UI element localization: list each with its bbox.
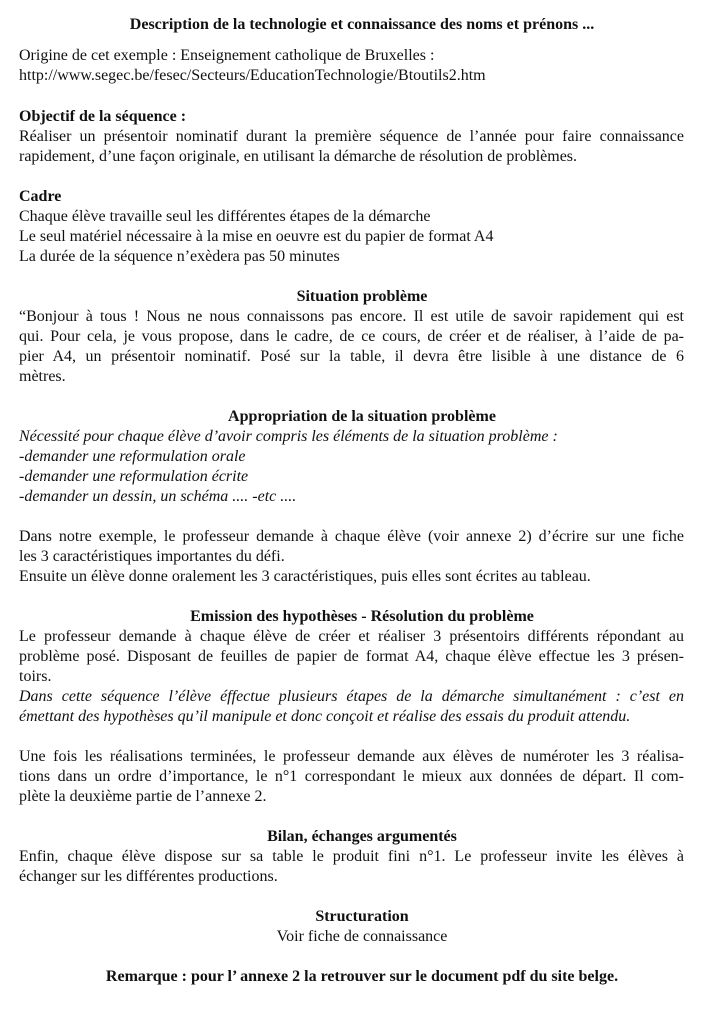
remarque-note: Remarque : pour l’ annexe 2 la retrouver sur le document pdf du site belge. (105, 968, 619, 985)
objectif-line: rapidement, d’une façon originale, en utilisant la démarche de résolution de problèmes. (19, 148, 578, 165)
emission-line: problème posé. Disposant de feuilles de papier de format A4, chaque élève effectue les 3 présen- (19, 648, 684, 665)
situation-heading: Situation problème (296, 288, 428, 305)
appropriation-heading: Appropriation de la situation problème (228, 408, 496, 425)
structuration-heading: Structuration (315, 908, 409, 925)
emission-line: tions dans un ordre d’importance, le n°1 correspondant le mieux aux données de départ. Il com- (19, 768, 684, 785)
document-title: Description de la technologie et connaissance des noms et prénons ... (129, 16, 595, 33)
situation-line: “Bonjour à tous ! Nous ne nous connaissons pas encore. Il est utile de savoir rapidement qui est (19, 308, 684, 325)
cadre-line: Le seul matériel nécessaire à la mise en oeuvre est du papier de format A4 (19, 228, 494, 245)
cadre-line: Chaque élève travaille seul les différentes étapes de la démarche (19, 208, 431, 225)
bilan-heading: Bilan, échanges argumentés (267, 828, 457, 845)
cadre-heading: Cadre (19, 188, 62, 205)
appropriation-italic-line: -demander un dessin, un schéma .... -etc .... (19, 488, 297, 505)
emission-line: toirs. (19, 668, 52, 685)
cadre-line: La durée de la séquence n’exèdera pas 50 minutes (19, 248, 340, 265)
emission-heading: Emission des hypothèses - Résolution du problème (190, 608, 534, 625)
structuration-line: Voir fiche de connaissance (276, 928, 448, 945)
situation-line: mètres. (19, 368, 66, 385)
appropriation-line: Ensuite un élève donne oralement les 3 caractéristiques, puis elles sont écrites au tableau. (19, 568, 591, 585)
bilan-line: échanger sur les différentes productions. (19, 868, 278, 885)
situation-line: pier A4, un présentoir nominatif. Posé sur la table, il devra être lisible à une distance de 6 (19, 348, 684, 365)
appropriation-line: les 3 caractéristiques importantes du défi. (19, 548, 285, 565)
appropriation-italic-line: Nécessité pour chaque élève d’avoir compris les éléments de la situation problème : (19, 428, 558, 445)
objectif-heading: Objectif de la séquence : (19, 108, 187, 125)
appropriation-italic-line: -demander une reformulation écrite (19, 468, 249, 485)
emission-italic-line: Dans cette séquence l’élève éffectue plusieurs étapes de la démarche simultanément : c’est en (19, 688, 684, 705)
emission-line: plète la deuxième partie de l’annexe 2. (19, 788, 267, 805)
appropriation-italic-line: -demander une reformulation orale (19, 448, 246, 465)
emission-line: Le professeur demande à chaque élève de créer et réaliser 3 présentoirs différents répondant au (19, 628, 684, 645)
objectif-line: Réaliser un présentoir nominatif durant la première séquence de l’année pour faire connaissance (19, 128, 684, 145)
origin-line: Origine de cet exemple : Enseignement catholique de Bruxelles : (19, 47, 435, 64)
origin-url: http://www.segec.be/fesec/Secteurs/EducationTechnologie/Btoutils2.htm (19, 67, 486, 84)
appropriation-line: Dans notre exemple, le professeur demande à chaque élève (voir annexe 2) d’écrire sur une fiche (19, 528, 684, 545)
bilan-line: Enfin, chaque élève dispose sur sa table le produit fini n°1. Le professeur invite les élèves à (19, 848, 684, 865)
emission-italic-line: émettant des hypothèses qu’il manipule et donc conçoit et réalise des essais du produit attendu. (19, 708, 631, 725)
emission-line: Une fois les réalisations terminées, le professeur demande aux élèves de numéroter les 3 réalisa- (19, 748, 684, 765)
situation-line: qui. Pour cela, je vous propose, dans le cadre, de ce cours, de créer et de réaliser, à l’aide de pa- (19, 328, 684, 345)
